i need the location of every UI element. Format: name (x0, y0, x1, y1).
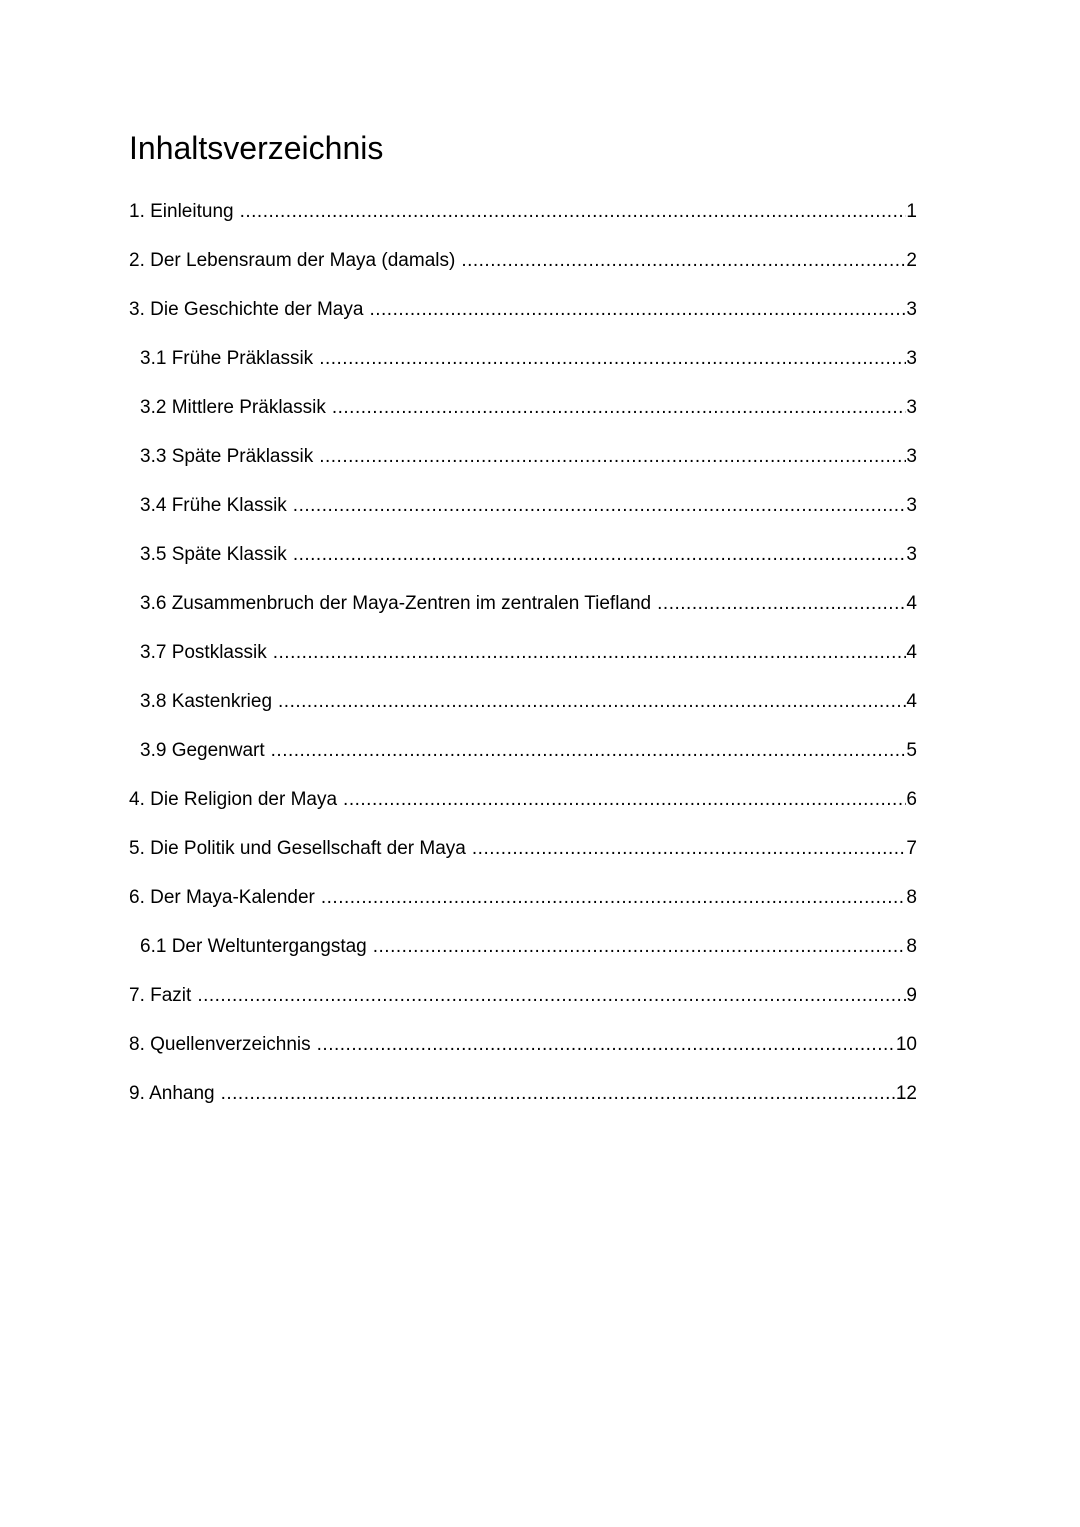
toc-dot-leader (293, 492, 907, 520)
toc-entry-label: 3.5 Späte Klassik (140, 544, 287, 565)
toc-entry-label: 3.1 Frühe Präklassik (140, 348, 314, 369)
toc-entry-page-number: 5 (906, 740, 917, 761)
toc-entry-label: 3. Die Geschichte der Maya (129, 299, 364, 320)
toc-entry-page-number: 12 (895, 1083, 917, 1104)
toc-entry (140, 541, 917, 569)
toc-entry (140, 590, 917, 618)
toc-dot-leader (373, 933, 907, 961)
toc-entry (129, 198, 917, 226)
toc-dot-leader (332, 394, 907, 422)
toc-entry-label: 3.3 Späte Präklassik (140, 446, 314, 467)
toc-entry-label: 5. Die Politik und Gesellschaft der Maya (129, 838, 466, 859)
toc-dot-leader (369, 296, 906, 324)
toc-entry (140, 737, 917, 765)
toc-entry-label: 8. Quellenverzeichnis (129, 1034, 311, 1055)
toc-dot-leader (461, 247, 906, 275)
toc-entry (129, 1031, 917, 1059)
toc-entry-label: 6. Der Maya-Kalender (129, 887, 315, 908)
toc-entry-page-number: 3 (906, 348, 917, 369)
toc-entry-label: 9. Anhang (129, 1083, 215, 1104)
toc-entry-label: 4. Die Religion der Maya (129, 789, 338, 810)
toc-entry-label: 2. Der Lebensraum der Maya (damals) (129, 250, 456, 271)
toc-dot-leader (221, 1080, 896, 1108)
toc-entry-label: 3.2 Mittlere Präklassik (140, 397, 326, 418)
toc-entry (129, 296, 917, 324)
toc-entry-page-number: 1 (906, 201, 917, 222)
toc-entry (140, 443, 917, 471)
toc-dot-leader (273, 639, 907, 667)
toc-entry-page-number: 3 (906, 299, 917, 320)
toc-entry (129, 835, 917, 863)
toc-entry (129, 884, 917, 912)
toc-dot-leader (278, 688, 906, 716)
toc-dot-leader (343, 786, 906, 814)
page-title: Inhaltsverzeichnis (129, 130, 384, 166)
toc-entry-label: 1. Einleitung (129, 201, 234, 222)
toc-entry-page-number: 3 (906, 397, 917, 418)
toc-entry-page-number: 4 (906, 593, 917, 614)
toc-entry (129, 786, 917, 814)
toc-dot-leader (472, 835, 907, 863)
toc-entry-page-number: 3 (906, 446, 917, 467)
toc-entry-page-number: 8 (906, 936, 917, 957)
toc-entry (129, 982, 917, 1010)
toc-entry-label: 7. Fazit (129, 985, 192, 1006)
toc-entry-page-number: 4 (906, 642, 917, 663)
toc-entry-label: 6.1 Der Weltuntergangstag (140, 936, 367, 957)
toc-entry-label: 3.4 Frühe Klassik (140, 495, 287, 516)
toc-entry-label: 3.8 Kastenkrieg (140, 691, 273, 712)
toc-entry-page-number: 9 (906, 985, 917, 1006)
toc-entry (140, 345, 917, 373)
toc-dot-leader (197, 982, 906, 1010)
toc-dot-leader (319, 443, 906, 471)
toc-entry-label: 3.7 Postklassik (140, 642, 267, 663)
toc-entry-page-number: 6 (906, 789, 917, 810)
toc-entry (140, 933, 917, 961)
toc-entry-label: 3.9 Gegenwart (140, 740, 265, 761)
toc-entry (129, 1080, 917, 1108)
toc-entry-page-number: 8 (906, 887, 917, 908)
toc-dot-leader (293, 541, 907, 569)
toc-dot-leader (240, 198, 907, 226)
toc-entry (140, 492, 917, 520)
toc-entry-page-number: 2 (906, 250, 917, 271)
toc-entry-page-number: 3 (906, 495, 917, 516)
toc-entry-page-number: 3 (906, 544, 917, 565)
toc-dot-leader (319, 345, 906, 373)
toc-dot-leader (657, 590, 906, 618)
toc-dot-leader (271, 737, 907, 765)
toc-entry (140, 394, 917, 422)
toc-entry (140, 688, 917, 716)
toc-entry-label: 3.6 Zusammenbruch der Maya-Zentren im zentralen Tiefland (140, 593, 652, 614)
toc-entry (140, 639, 917, 667)
toc-entry-page-number: 7 (906, 838, 917, 859)
toc-entry-page-number: 4 (906, 691, 917, 712)
toc-entry-page-number: 10 (895, 1034, 917, 1055)
toc-dot-leader (321, 884, 907, 912)
toc-entry (129, 247, 917, 275)
toc-dot-leader (317, 1031, 896, 1059)
